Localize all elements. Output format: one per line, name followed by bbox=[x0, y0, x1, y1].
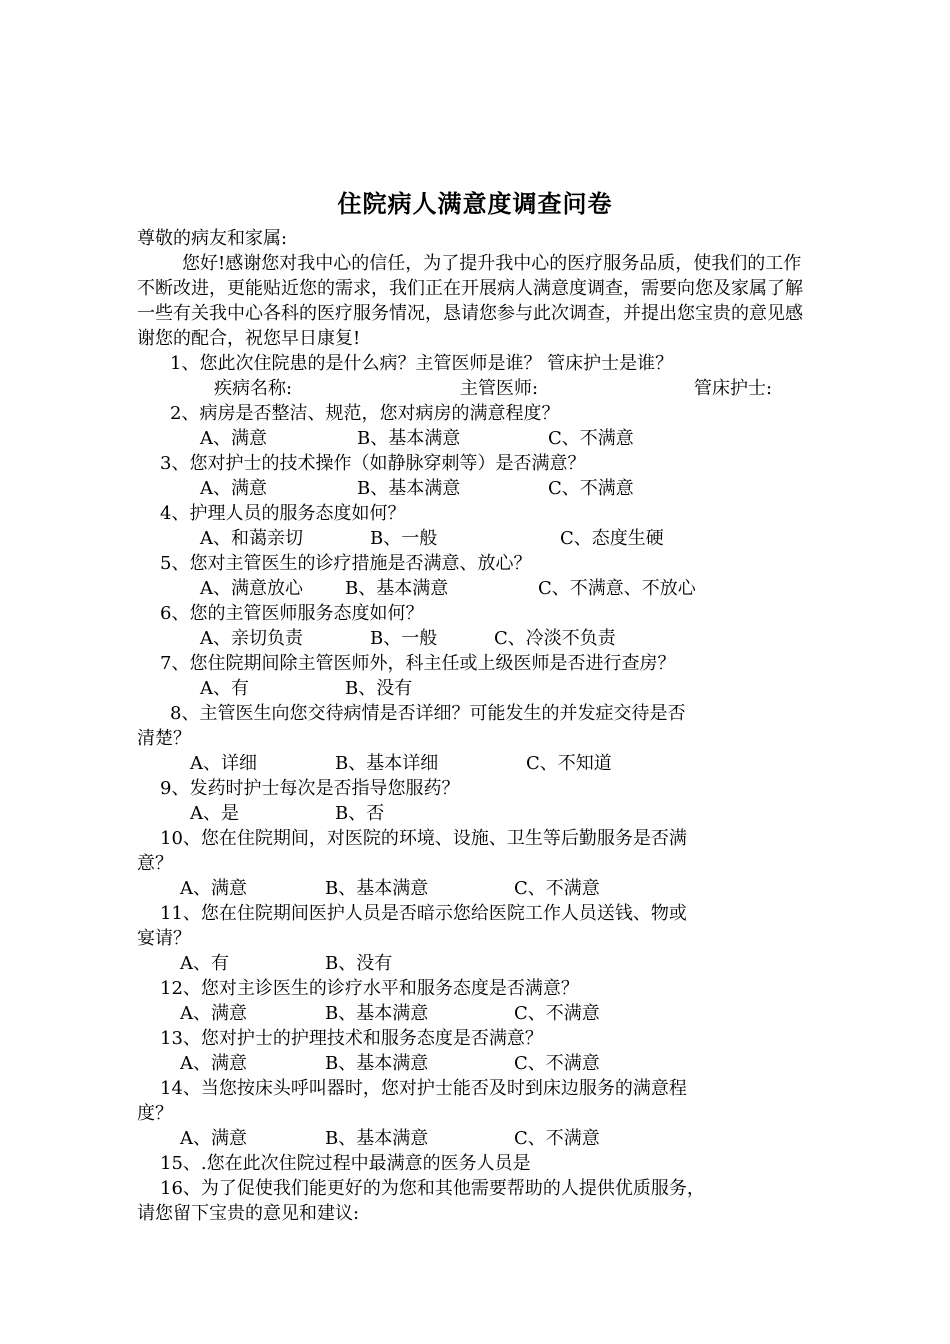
q11-option-a[interactable]: A、有 bbox=[180, 953, 229, 974]
question-1: 1、您此次住院患的是什么病？主管医师是谁？ 管床护士是谁？ bbox=[170, 353, 674, 374]
question-6: 6、您的主管医师服务态度如何？ bbox=[160, 603, 424, 624]
q13-option-b[interactable]: B、基本满意 bbox=[325, 1053, 429, 1074]
question-4: 4、护理人员的服务态度如何？ bbox=[160, 503, 406, 524]
question-3: 3、您对护士的技术操作（如静脉穿刺等）是否满意？ bbox=[160, 453, 586, 474]
q7-option-a[interactable]: A、有 bbox=[200, 678, 249, 699]
q5-option-a[interactable]: A、满意放心 bbox=[200, 578, 303, 599]
q3-option-c[interactable]: C、不满意 bbox=[548, 478, 634, 499]
q10-option-b[interactable]: B、基本满意 bbox=[325, 878, 429, 899]
q4-option-b[interactable]: B、一般 bbox=[370, 528, 438, 549]
q5-option-c[interactable]: C、不满意、不放心 bbox=[538, 578, 696, 599]
question-5: 5、您对主管医生的诊疗措施是否满意、放心？ bbox=[160, 553, 532, 574]
question-14: 14、当您按床头呼叫器时，您对护士能否及时到床边服务的满意程 bbox=[160, 1078, 687, 1099]
q10-option-a[interactable]: A、满意 bbox=[180, 878, 247, 899]
question-15: 15、.您在此次住院过程中最满意的医务人员是 bbox=[160, 1153, 531, 1174]
q2-option-c[interactable]: C、不满意 bbox=[548, 428, 634, 449]
q13-option-a[interactable]: A、满意 bbox=[180, 1053, 247, 1074]
question-10: 10、您在住院期间，对医院的环境、设施、卫生等后勤服务是否满 bbox=[160, 828, 687, 849]
q14-option-b[interactable]: B、基本满意 bbox=[325, 1128, 429, 1149]
q12-option-a[interactable]: A、满意 bbox=[180, 1003, 247, 1024]
q2-option-a[interactable]: A、满意 bbox=[200, 428, 267, 449]
q13-option-c[interactable]: C、不满意 bbox=[514, 1053, 600, 1074]
page-title: 住院病人满意度调查问卷 bbox=[337, 190, 613, 218]
question-8: 8、主管医生向您交待病情是否详细？可能发生的并发症交待是否 bbox=[170, 703, 686, 724]
question-11-continued: 宴请？ bbox=[137, 928, 191, 949]
q6-option-c[interactable]: C、冷淡不负责 bbox=[494, 628, 616, 649]
greeting: 尊敬的病友和家属: bbox=[137, 228, 288, 249]
question-9: 9、发药时护士每次是否指导您服药？ bbox=[160, 778, 460, 799]
q4-option-c[interactable]: C、态度生硬 bbox=[560, 528, 664, 549]
question-14-continued: 度？ bbox=[137, 1103, 173, 1124]
q9-option-a[interactable]: A、是 bbox=[190, 803, 239, 824]
q1-field-nurse: 管床护士: bbox=[694, 378, 773, 399]
question-12: 12、您对主诊医生的诊疗水平和服务态度是否满意？ bbox=[160, 978, 579, 999]
q14-option-c[interactable]: C、不满意 bbox=[514, 1128, 600, 1149]
q3-option-a[interactable]: A、满意 bbox=[200, 478, 267, 499]
q1-field-disease: 疾病名称: bbox=[214, 378, 293, 399]
q6-option-b[interactable]: B、一般 bbox=[370, 628, 438, 649]
q8-option-a[interactable]: A、详细 bbox=[190, 753, 257, 774]
q5-option-b[interactable]: B、基本满意 bbox=[345, 578, 449, 599]
question-16-continued: 请您留下宝贵的意见和建议: bbox=[137, 1203, 360, 1224]
question-10-continued: 意？ bbox=[137, 853, 173, 874]
q2-option-b[interactable]: B、基本满意 bbox=[357, 428, 461, 449]
q12-option-b[interactable]: B、基本满意 bbox=[325, 1003, 429, 1024]
q4-option-a[interactable]: A、和蔼亲切 bbox=[200, 528, 303, 549]
q7-option-b[interactable]: B、没有 bbox=[345, 678, 413, 699]
question-11: 11、您在住院期间医护人员是否暗示您给医院工作人员送钱、物或 bbox=[160, 903, 687, 924]
q8-option-b[interactable]: B、基本详细 bbox=[335, 753, 439, 774]
question-2: 2、病房是否整洁、规范，您对病房的满意程度？ bbox=[170, 403, 560, 424]
q14-option-a[interactable]: A、满意 bbox=[180, 1128, 247, 1149]
q6-option-a[interactable]: A、亲切负责 bbox=[200, 628, 303, 649]
question-7: 7、您住院期间除主管医师外，科主任或上级医师是否进行查房？ bbox=[160, 653, 676, 674]
intro-paragraph: 您好!感谢您对我中心的信任，为了提升我中心的医疗服务品质，使我们的工作不断改进，更能贴近您的需求，我们正在开展病人满意度调查，需要向您及家属了解一些有关我中心各科的医疗服务情况，恳请您参与此次调查，并提出您宝贵的意见感谢您的配合，祝您早日康复! bbox=[137, 253, 803, 349]
q8-option-c[interactable]: C、不知道 bbox=[526, 753, 612, 774]
question-13: 13、您对护士的护理技术和服务态度是否满意？ bbox=[160, 1028, 543, 1049]
q1-field-doctor: 主管医师: bbox=[460, 378, 539, 399]
question-16: 16、为了促使我们能更好的为您和其他需要帮助的人提供优质服务， bbox=[160, 1178, 705, 1199]
q9-option-b[interactable]: B、否 bbox=[335, 803, 385, 824]
question-8-continued: 清楚？ bbox=[137, 728, 191, 749]
q10-option-c[interactable]: C、不满意 bbox=[514, 878, 600, 899]
q3-option-b[interactable]: B、基本满意 bbox=[357, 478, 461, 499]
q11-option-b[interactable]: B、没有 bbox=[325, 953, 393, 974]
q12-option-c[interactable]: C、不满意 bbox=[514, 1003, 600, 1024]
